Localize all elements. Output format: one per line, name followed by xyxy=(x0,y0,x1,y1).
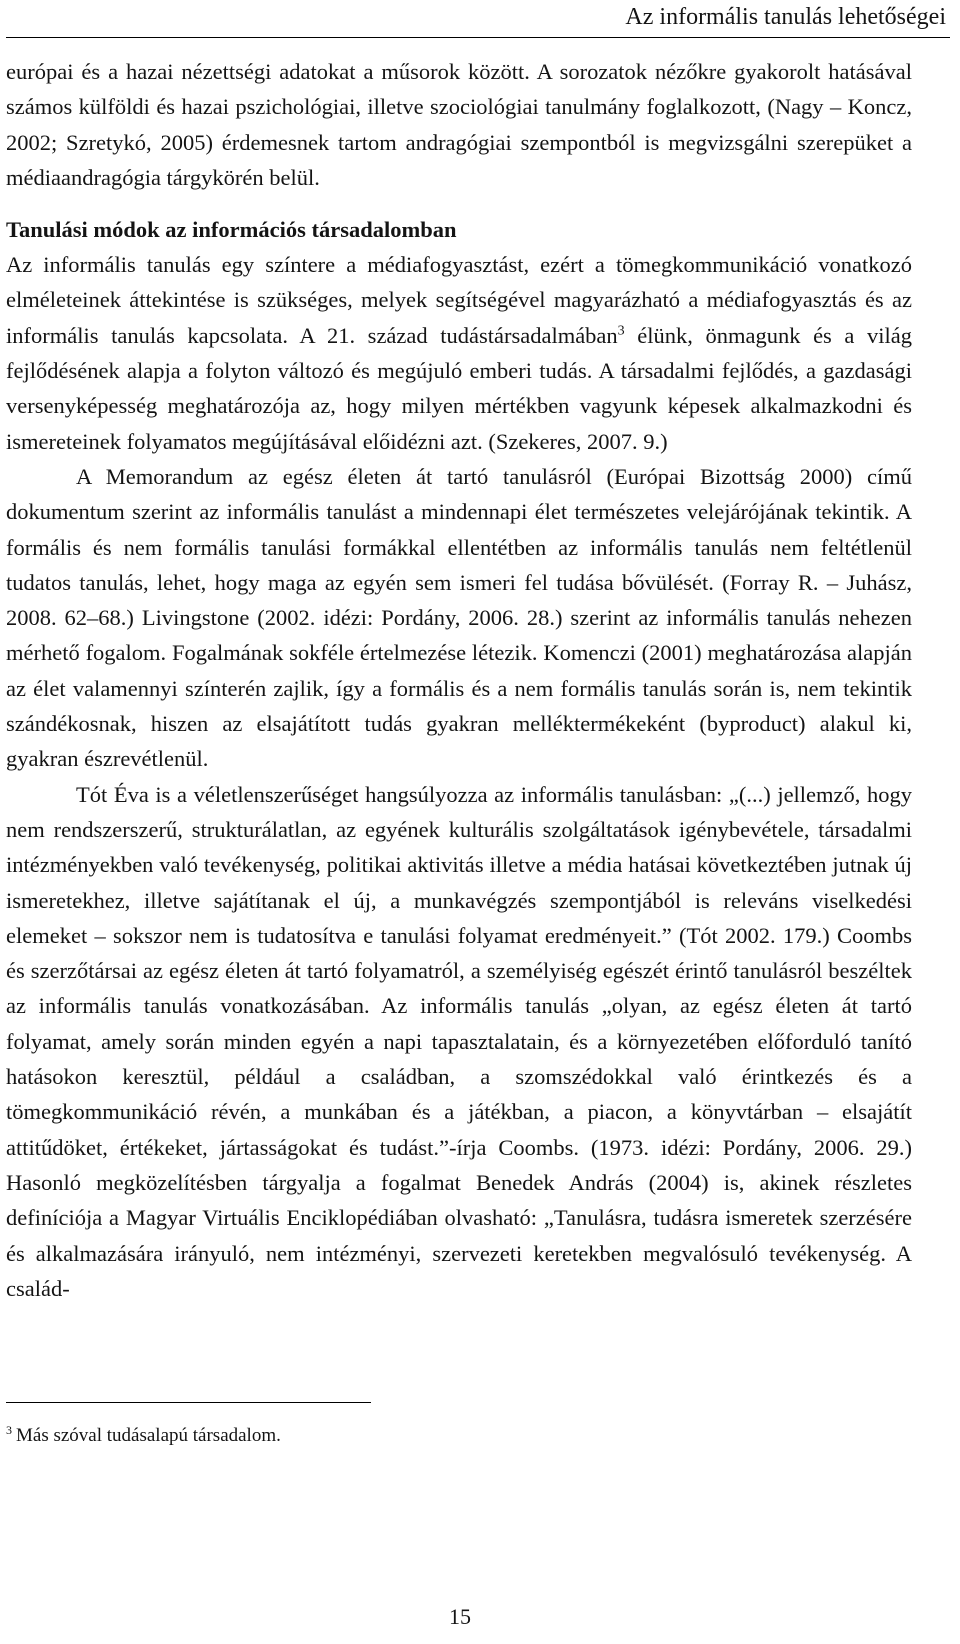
paragraph-continuation: európai és a hazai nézettségi adatokat a műsorok között. A sorozatok nézőkre gyakorolt hatásával számos külföldi és hazai pszichológiai, illetve szociológiai tanulmány foglalkozott, (Nagy – Koncz, 2002; Szretykó, 2005) érdemesnek tartom andragógiai szempontból is megvizsgálni szerepüket a médiaandragógia tárgykörén belül. xyxy=(6,59,912,190)
paragraph-text: Az informális tanulás egy színtere a médiafogyasztást, ezért a tömegkommunikáció vonatkozó elméleteinek áttekintése is szükséges, melyek segítségével magyarázható a médiafogyasztás és az informális tanulás kapcsolata. A 21. század tudástársadalmában xyxy=(6,252,912,348)
header-rule xyxy=(6,37,950,38)
footnote-text: Más szóval tudásalapú társadalom. xyxy=(16,1425,281,1446)
footnote-rule xyxy=(6,1402,371,1403)
paragraph-informal-learning xyxy=(6,247,912,459)
paragraph-text: élünk, önmagunk és a világ fejlődésének alapja a folyton változó és megújuló emberi tudás. A társadalmi fejlődés, a gazdasági versenyképesség meghatározója az, hogy milyen mértékben vagyunk képesek alkalmazkodni és ismereteinek folyamatos megújításával előidézni azt. (Szekeres, 2007. 9.) xyxy=(6,322,912,454)
section-heading: Tanulási módok az információs társadalomban xyxy=(6,217,457,243)
main-text xyxy=(6,54,912,1306)
paragraph-tot-eva: Tót Éva is a véletlenszerűséget hangsúlyozza az informális tanulásban: „(...) jellemző, hogy nem rendszerszerű, strukturálatlan, az egyének kulturális szolgáltatások igénybevétele, társadalmi intézményekben való tevékenység, politikai aktivitás illetve a média hatásai következtében jutnak új ismeretekhez, illetve sajátítanak el új, a munkavégzés szempontjából is releváns viselkedési elemeket – sokszor nem is tudatosítva e tanulási folyamat eredményeit.” (Tót 2002. 179.) Coombs és szerzőtársai az egész életen át tartó folyamatról, a személyiség egészét érintő tanulásról beszéltek az informális tanulás vonatkozásában. Az informális tanulás „olyan, az egész életen át tartó folyamat, amely során minden egyén a napi tapasztalatain, és a környezetében előforduló tanító hatásokon keresztül, például a családban, a szomszédokkal való érintkezés és a tömegkommunikáció révén, a munkában és a játékban, a piacon, a könyvtárban – elsajátít attitűdöket, értékeket, jártasságokat és tudást.”-írja Coombs. (1973. idézi: Pordány, 2006. 29.) Hasonló megközelítésben tárgyalja a fogalmat Benedek András (2004) is, akinek részletes definíciója a Magyar Virtuális Enciklopédiában olvasható: „Tanulásra, tudásra ismeretek szerzésére és alkalmazására irányuló, nem intézményi, szervezeti keretekben megvalósuló tevékenység. A család- xyxy=(6,781,912,1301)
running-title: Az informális tanulás lehetőségei xyxy=(625,4,946,30)
page-number: 15 xyxy=(449,1604,471,1629)
paragraph-memorandum: A Memorandum az egész életen át tartó tanulásról (Európai Bizottság 2000) című dokumentum szerint az informális tanulást a mindennapi élet természetes velejárójának tekintik. A formális és nem formális tanulási formákkal ellentétben az informális tanulás nem feltétlenül tudatos tanulás, lehet, hogy maga az egyén sem ismeri fel tudása bővülését. (Forray R. – Juhász, 2008. 62–68.) Livingstone (2002. idézi: Pordány, 2006. 28.) szerint az informális tanulás nehezen mérhető fogalom. Fogalmának sokféle értelmezése létezik. Komenczi (2001) meghatározása alapján az élet valamennyi színterén zajlik, így a formális és a nem formális tanulás során is, nem tekintik szándékosnak, hiszen az elsajátított tudás gyakran melléktermékeként (byproduct) alakul ki, gyakran észrevétlenül. xyxy=(6,463,912,772)
footnote-reference: 3 xyxy=(617,323,625,339)
footnote-mark: 3 xyxy=(6,1422,12,1437)
footnote xyxy=(6,1424,281,1448)
